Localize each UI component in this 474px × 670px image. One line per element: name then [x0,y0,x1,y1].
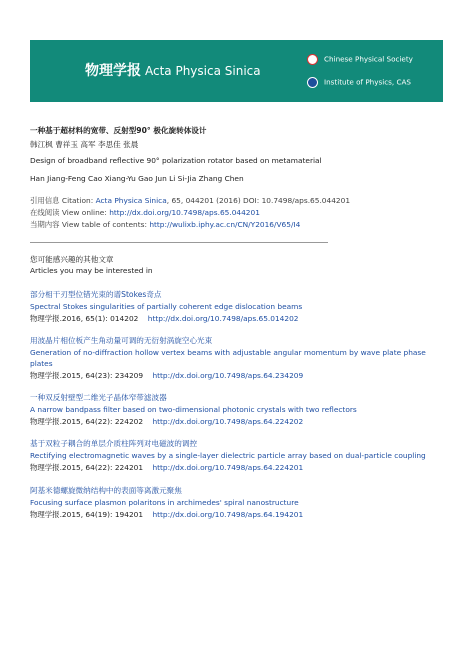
view-online-line [30,208,260,218]
view-online-link[interactable]: http://dx.doi.org/10.7498/aps.65.044201 [109,208,260,217]
related-ref [30,314,299,324]
toc-line [30,220,300,230]
related-title-zh[interactable]: 一种双反射壁型二维光子晶体窄带滤波器 [30,393,167,402]
related-title-zh[interactable]: 阿基米德螺旋微纳结构中的表面等离激元聚焦 [30,486,182,495]
related-title-en[interactable]: Generation of no-diffraction hollow vertex beams with adjustable angular momentum by wave plate phase [30,348,426,357]
divider [30,242,328,243]
view-online-label: 在线阅读 View online: [30,208,110,217]
toc-link[interactable]: http://wulixb.iphy.ac.cn/CN/Y2016/V65/I4 [149,220,301,229]
related-doi-link[interactable]: http://dx.doi.org/10.7498/aps.65.014202 [147,314,299,323]
related-title-zh[interactable]: 部分相干刃型位错光束的谱Stokes奇点 [30,290,162,299]
related-doi-link[interactable]: http://dx.doi.org/10.7498/aps.64.234209 [152,371,304,380]
related-doi-link[interactable]: http://dx.doi.org/10.7498/aps.64.224202 [152,417,304,426]
related-ref [30,371,303,381]
article-authors-en: Han Jiang-Feng Cao Xiang-Yu Gao Jun Li Si-Jia Zhang Chen [30,174,244,183]
related-title-zh[interactable]: 用波晶片相位板产生角动量可调的无衍射涡旋空心光束 [30,336,213,345]
journal-banner [30,40,443,102]
org-cps [307,54,413,65]
cps-logo-icon [307,54,318,65]
related-title-zh[interactable]: 基于双粒子耦合的单层介质柱阵列对电磁波的调控 [30,439,198,448]
related-heading-zh: 您可能感兴趣的其他文章 [30,255,114,264]
related-title-en-cont[interactable]: plates [30,359,53,368]
related-title-en[interactable]: Rectifying electromagnetic waves by a single-layer dielectric particle array based on dual-particle coupling [30,451,426,460]
journal-title-zh: 物理学报 [85,63,141,79]
related-doi-link[interactable]: http://dx.doi.org/10.7498/aps.64.194201 [152,510,304,519]
related-ref [30,463,303,473]
article-title-zh: 一种基于超材料的宽带、反射型90° 极化旋转体设计 [30,126,207,135]
org-cps-label: Chinese Physical Society [324,54,413,64]
related-heading-en: Articles you may be interested in [30,266,153,275]
citation-journal-link[interactable]: Acta Physica Sinica [95,196,167,205]
citation-label: 引用信息 Citation: [30,196,96,205]
related-ref-text: 物理学报.2015, 64(22): 224201 [30,463,144,472]
related-ref [30,510,303,520]
iop-logo-icon [307,77,318,88]
related-doi-link[interactable]: http://dx.doi.org/10.7498/aps.64.224201 [152,463,304,472]
related-ref-text: 物理学报.2016, 65(1): 014202 [30,314,139,323]
related-title-en[interactable]: Focusing surface plasmon polaritons in archimedes' spiral nanostructure [30,498,299,507]
journal-title-en: Acta Physica Sinica [145,64,261,78]
org-iop [307,77,411,88]
related-title-en[interactable]: A narrow bandpass filter based on two-dimensional photonic crystals with two reflectors [30,405,357,414]
related-ref [30,417,303,427]
related-ref-text: 物理学报.2015, 64(23): 234209 [30,371,144,380]
related-ref-text: 物理学报.2015, 64(19): 194201 [30,510,144,519]
related-ref-text: 物理学报.2015, 64(22): 224202 [30,417,144,426]
toc-label: 当期内容 View table of contents: [30,220,150,229]
citation-rest: , 65, 044201 (2016) DOI: 10.7498/aps.65.044201 [166,196,351,205]
citation-line [30,196,350,206]
journal-title [85,60,261,80]
related-title-en[interactable]: Spectral Stokes singularities of partially coherent edge dislocation beams [30,302,303,311]
article-title-en: Design of broadband reflective 90° polarization rotator based on metamaterial [30,156,322,165]
article-authors-zh: 韩江枫 曹祥玉 高军 李思佳 张晨 [30,140,139,149]
org-iop-label: Institute of Physics, CAS [324,77,411,87]
